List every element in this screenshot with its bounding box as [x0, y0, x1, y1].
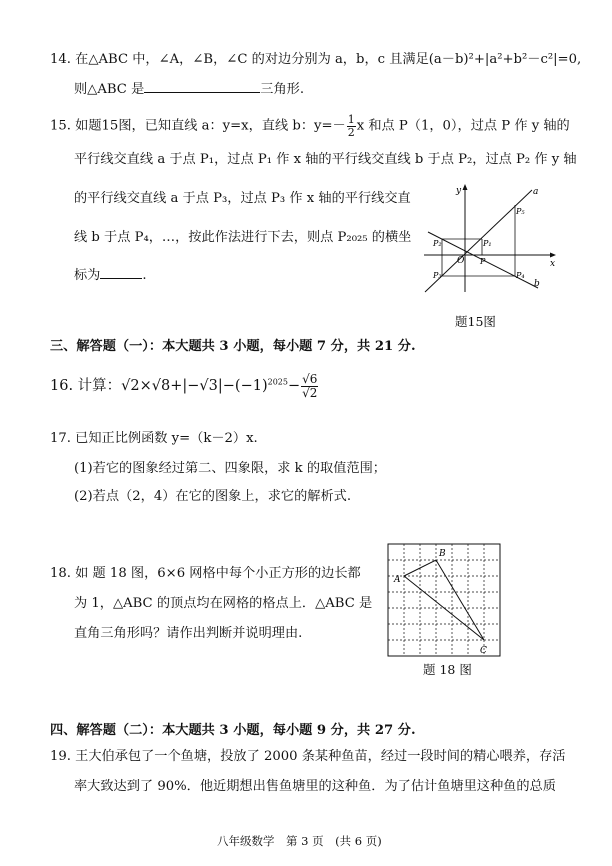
- q16-frac-den: √2: [302, 385, 318, 400]
- figure-15: [420, 182, 560, 294]
- q16-fraction: [301, 373, 318, 399]
- q15-fraction: [347, 114, 356, 138]
- fig15-label-P4: P₄: [516, 271, 525, 280]
- q15-line1: [50, 114, 570, 138]
- q17-line2: (1)若它的图象经过第二、四象限，求 k 的取值范围；: [74, 461, 386, 476]
- fig15-label-P2: P₂: [433, 239, 442, 248]
- q15-line4: 线 b 于点 P₄，…，按此作法进行下去，则点 P₂₀₂₅ 的横坐: [74, 230, 412, 245]
- q18-line1: 18. 如 题 18 图，6×6 网格中每个小正方形的边长都: [50, 566, 361, 581]
- fig18-label-B: B: [439, 549, 446, 559]
- q15-line1-a: 15. 如题15图，已知直线 a：y=x，直线 b：y=－: [50, 118, 346, 134]
- fig15-label-y: y: [456, 186, 462, 196]
- q18-line2: 为 1，△ABC 的顶点均在网格的格点上．△ABC 是: [74, 596, 373, 611]
- fig15-caption: 题15图: [455, 314, 496, 329]
- q14-line1: 14. 在△ABC 中，∠A，∠B，∠C 的对边分别为 a，b，c 且满足(a－b)²+|a²+b²－c²|=0,: [50, 52, 582, 67]
- page-footer: 八年级数学 第 3 页 (共 6 页): [217, 834, 382, 848]
- q15-line2: 平行线交直线 a 于点 P₁，过点 P₁ 作 x 轴的平行线交直线 b 于点 P₂，过点 P₂ 作 y 轴: [74, 152, 577, 167]
- fig15-label-b: b: [534, 279, 540, 289]
- q19-line1: 19. 王大伯承包了一个鱼塘，投放了 2000 条某种鱼苗，经过一段时间的精心喂养，存活: [50, 749, 566, 764]
- fig18-label-C: C: [480, 646, 487, 656]
- fig15-label-P5: P₅: [516, 207, 525, 216]
- q16-expr: √2×√8+|−√3|−(−1): [121, 378, 268, 395]
- fig18-triangle: [404, 560, 484, 640]
- q19-line2: 率大致达到了 90%．他近期想出售鱼塘里的这种鱼．为了估计鱼塘里这种鱼的总质: [74, 779, 556, 794]
- q15-frac-num: 1: [347, 113, 355, 126]
- q14-line2-pre: 则△ABC 是: [74, 82, 145, 97]
- fig15-label-P3: P₃: [433, 271, 442, 280]
- q16-minus: −: [287, 378, 301, 395]
- fig15-label-O: O: [457, 256, 465, 266]
- q15-line5-post: .: [142, 268, 147, 283]
- fig15-label-P: P: [480, 257, 486, 266]
- q18-line3: 直角三角形吗？请作出判断并说明理由.: [74, 626, 303, 641]
- q16-line: [50, 373, 319, 399]
- q15-answer-blank: [100, 278, 142, 279]
- figure-18: [384, 540, 504, 660]
- section-3-heading: 三、解答题（一）：本大题共 3 小题，每小题 7 分，共 21 分.: [50, 339, 416, 354]
- q16-frac-num: √6: [302, 372, 318, 386]
- fig15-y-arrow: [463, 184, 468, 190]
- q17-line1: 17. 已知正比例函数 y=（k－2）x.: [50, 431, 258, 446]
- q14-line2: [74, 83, 304, 96]
- fig15-label-x: x: [550, 259, 556, 269]
- fig18-label-A: A: [394, 575, 401, 585]
- q16-pre: 16. 计算：: [50, 378, 122, 395]
- fig18-caption: 题 18 图: [423, 662, 472, 677]
- q15-frac-den: 2: [347, 125, 355, 139]
- fig15-label-P1: P₁: [483, 239, 492, 248]
- q15-line5-pre: 标为: [74, 268, 101, 283]
- q15-line3: 的平行线交直线 a 于点 P₃，过点 P₃ 作 x 轴的平行线交直: [74, 191, 411, 206]
- q16-exponent: 2025: [267, 377, 288, 387]
- q14-answer-blank: [144, 92, 260, 93]
- q15-line5: [74, 269, 147, 282]
- q15-line1-b: x 和点 P（1，0），过点 P 作 y 轴的: [356, 118, 570, 134]
- q14-line2-post: 三角形.: [260, 82, 305, 97]
- q17-line3: (2)若点（2，4）在它的图象上，求它的解析式.: [74, 489, 352, 504]
- section-4-heading: 四、解答题（二）：本大题共 3 小题，每小题 9 分，共 27 分.: [50, 723, 416, 738]
- fig15-x-arrow: [550, 253, 556, 258]
- fig15-label-a: a: [533, 187, 539, 197]
